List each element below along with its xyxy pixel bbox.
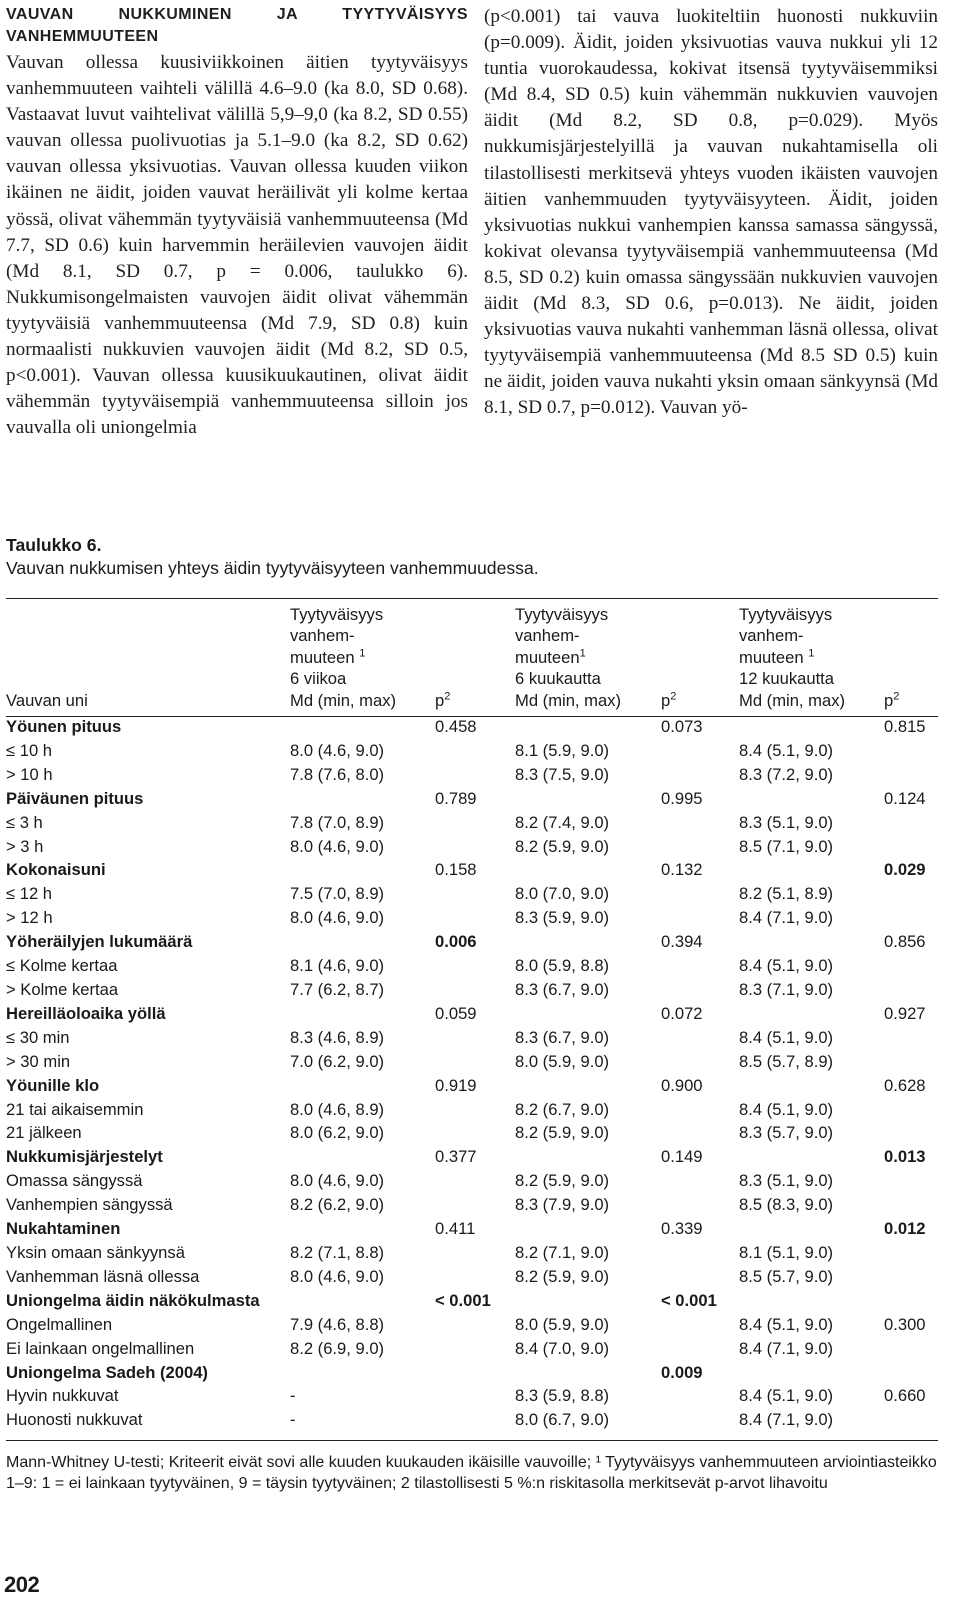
- header-p-6-months-label: p: [661, 690, 671, 710]
- p-6-weeks-cell: [435, 954, 515, 978]
- median-6-weeks-cell: [290, 715, 435, 739]
- median-6-weeks-cell: 7.5 (7.0, 8.9): [290, 884, 385, 904]
- header-p-12-months-sup: 2: [893, 690, 900, 703]
- p-6-months-cell: [661, 882, 739, 906]
- p-12-months-cell: [884, 978, 938, 1002]
- median-6-months-cell: 8.2 (5.9, 9.0): [515, 1171, 610, 1191]
- p-12-months-cell: 0.815: [884, 717, 926, 737]
- table-category-row: [6, 1145, 938, 1169]
- median-6-months-cell: 8.0 (6.7, 9.0): [515, 1410, 610, 1430]
- header-6-months-line4: 6 kuukautta: [515, 669, 601, 689]
- p-12-months-cell: [884, 811, 938, 835]
- median-6-months-cell: [515, 1074, 661, 1098]
- p-12-months-cell: [884, 835, 938, 859]
- p-6-weeks-cell: [435, 1313, 515, 1337]
- row-label-cell: Vanhempien sängyssä: [6, 1195, 173, 1215]
- p-12-months-cell: [884, 882, 938, 906]
- median-6-weeks-cell: 8.3 (4.6, 8.9): [290, 1027, 385, 1047]
- table-row: [6, 1121, 938, 1145]
- table-category-row: [6, 715, 938, 739]
- row-label-cell: Huonosti nukkuvat: [6, 1410, 143, 1430]
- row-label-cell: ≤ 10 h: [6, 740, 53, 760]
- median-12-months-cell: [739, 1217, 884, 1241]
- table-row: [6, 1098, 938, 1122]
- median-6-weeks-cell: [290, 1145, 435, 1169]
- p-12-months-cell: 0.660: [884, 1386, 926, 1406]
- header-12-months-sup: 1: [808, 647, 815, 660]
- median-6-weeks-cell: 7.0 (6.2, 9.0): [290, 1051, 385, 1071]
- median-6-months-cell: 8.2 (6.7, 9.0): [515, 1099, 610, 1119]
- table-row: [6, 1265, 938, 1289]
- median-6-months-cell: [515, 787, 661, 811]
- median-6-months-cell: 8.0 (7.0, 9.0): [515, 884, 610, 904]
- header-12-months: [739, 604, 884, 715]
- table-caption-label: Taulukko 6.: [6, 535, 102, 555]
- p-6-weeks-cell: [435, 763, 515, 787]
- median-6-weeks-cell: 8.2 (6.2, 9.0): [290, 1195, 385, 1215]
- p-6-weeks-cell: [435, 906, 515, 930]
- p-6-weeks-cell: 0.158: [435, 860, 477, 880]
- table-category-row: [6, 1361, 938, 1385]
- table-header-rule: [6, 716, 938, 717]
- page-number: 202: [4, 1572, 40, 1597]
- median-6-months-cell: 8.4 (7.0, 9.0): [515, 1338, 610, 1358]
- p-12-months-cell: [884, 1337, 938, 1361]
- p-12-months-cell: [884, 1169, 938, 1193]
- table-row: [6, 1313, 938, 1337]
- median-6-months-cell: [515, 1002, 661, 1026]
- p-12-months-cell: [884, 1408, 938, 1432]
- table-bottom-rule: [6, 1440, 938, 1441]
- header-6-weeks-line5: Md (min, max): [290, 690, 397, 710]
- header-12-months-line5: Md (min, max): [739, 690, 846, 710]
- p-6-months-cell: [661, 954, 739, 978]
- p-12-months-cell: [884, 1121, 938, 1145]
- row-label-cell: > Kolme kertaa: [6, 980, 119, 999]
- row-label-cell: Nukahtaminen: [6, 1219, 121, 1239]
- median-12-months-cell: [739, 1074, 884, 1098]
- table-category-row: [6, 930, 938, 954]
- row-label-cell: Yöunen pituus: [6, 717, 122, 737]
- header-12-months-line3-text: muuteen: [739, 647, 804, 667]
- median-6-months-cell: [515, 930, 661, 954]
- header-6-weeks-line4: 6 viikoa: [290, 669, 347, 689]
- median-6-months-cell: 8.0 (5.9, 8.8): [515, 956, 610, 976]
- p-6-months-cell: 0.339: [661, 1219, 703, 1239]
- table-row: [6, 739, 938, 763]
- p-6-weeks-cell: [435, 1193, 515, 1217]
- table-row: [6, 811, 938, 835]
- median-6-weeks-cell: -: [290, 1386, 296, 1406]
- median-12-months-cell: [739, 858, 884, 882]
- p-6-weeks-cell: 0.377: [435, 1147, 477, 1167]
- median-6-weeks-cell: 7.8 (7.6, 8.0): [290, 764, 385, 784]
- median-6-weeks-cell: 8.2 (7.1, 8.8): [290, 1242, 385, 1262]
- p-12-months-cell: 0.300: [884, 1314, 926, 1334]
- median-12-months-cell: 8.4 (7.1, 9.0): [739, 908, 834, 928]
- median-12-months-cell: [739, 1289, 884, 1313]
- p-6-weeks-cell: [435, 1408, 515, 1432]
- median-6-months-cell: [515, 858, 661, 882]
- row-label-cell: > 10 h: [6, 764, 53, 784]
- table-row: [6, 978, 938, 1002]
- median-6-weeks-cell: 8.0 (4.6, 9.0): [290, 908, 385, 928]
- p-6-months-cell: [661, 978, 739, 1002]
- header-6-months-line1: Tyytyväisyys: [515, 605, 609, 624]
- header-6-weeks-line2: vanhem-: [290, 626, 355, 646]
- table-top-rule: [6, 598, 938, 599]
- median-6-weeks-cell: 8.2 (6.9, 9.0): [290, 1338, 385, 1358]
- p-6-months-cell: [661, 1337, 739, 1361]
- table-row: [6, 1026, 938, 1050]
- header-p-6-weeks-sup: 2: [444, 690, 451, 703]
- header-6-months-line5: Md (min, max): [515, 690, 622, 710]
- p-12-months-cell: [884, 954, 938, 978]
- p-6-weeks-cell: [435, 1337, 515, 1361]
- median-6-weeks-cell: 8.1 (4.6, 9.0): [290, 956, 385, 976]
- p-6-months-cell: 0.900: [661, 1075, 703, 1095]
- p-12-months-cell: [884, 739, 938, 763]
- p-6-weeks-cell: [435, 1098, 515, 1122]
- table-category-row: [6, 1217, 938, 1241]
- p-6-months-cell: [661, 1241, 739, 1265]
- p-6-months-cell: [661, 835, 739, 859]
- median-6-weeks-cell: 8.0 (4.6, 9.0): [290, 740, 385, 760]
- median-12-months-cell: [739, 1002, 884, 1026]
- table-row: [6, 835, 938, 859]
- row-label-cell: Kokonaisuni: [6, 860, 106, 880]
- p-6-weeks-cell: 0.919: [435, 1075, 477, 1095]
- p-6-months-cell: [661, 1408, 739, 1432]
- median-12-months-cell: 8.4 (5.1, 9.0): [739, 956, 834, 976]
- table-category-row: [6, 1002, 938, 1026]
- median-12-months-cell: 8.4 (5.1, 9.0): [739, 1027, 834, 1047]
- p-6-months-cell: 0.009: [661, 1362, 703, 1382]
- p-6-weeks-cell: [435, 1384, 515, 1408]
- table-row: [6, 763, 938, 787]
- header-p-12-months-label: p: [884, 690, 894, 710]
- p-6-weeks-cell: 0.789: [435, 788, 477, 808]
- median-12-months-cell: 8.1 (5.1, 9.0): [739, 1242, 834, 1262]
- row-label-cell: Ei lainkaan ongelmallinen: [6, 1338, 195, 1358]
- header-6-months-sup: 1: [579, 647, 586, 660]
- row-label-cell: Omassa sängyssä: [6, 1171, 143, 1191]
- p-6-months-cell: [661, 763, 739, 787]
- median-6-months-cell: [515, 1217, 661, 1241]
- median-6-weeks-cell: [290, 1002, 435, 1026]
- table-row: [6, 882, 938, 906]
- results-table: [6, 604, 938, 1432]
- median-6-weeks-cell: 7.7 (6.2, 8.7): [290, 980, 385, 999]
- header-6-weeks-line3: [290, 647, 435, 668]
- median-6-weeks-cell: [290, 1289, 435, 1313]
- row-label-cell: Uniongelma Sadeh (2004): [6, 1362, 208, 1382]
- median-6-months-cell: [515, 1145, 661, 1169]
- section-heading: VAUVAN NUKKUMINEN JA TYYTYVÄISYYS VANHEMMUUTEEN: [6, 6, 468, 45]
- p-6-months-cell: 0.394: [661, 932, 703, 952]
- header-12-months-line3: [739, 647, 884, 668]
- table-row: [6, 906, 938, 930]
- table-header-row: [6, 604, 938, 715]
- p-12-months-cell: 0.856: [884, 932, 926, 952]
- median-12-months-cell: 8.3 (5.1, 9.0): [739, 812, 834, 832]
- p-6-weeks-cell: [435, 978, 515, 1002]
- left-column-paragraph: Vauvan ollessa kuusiviikkoinen äitien tyytyväisyys vanhemmuuteen vaihteli välillä 4.6–9.0 (ka 8.0, SD 0.68). Vastaavat luvut vaihtelivat välillä 5,9–9,0 (ka 8.2, SD 0.55) vauvan ollessa puolivuotias ja 5.1–9.0 (ka 8.2, SD 0.62) vauvan ollessa yksivuotias. Vauvan ollessa kuuden viikon ikäinen ne äidit, joiden vauvat heräilivät yli kolme kertaa yössä, olivat vähemmän tyytyväisiä vanhemmuuteensa (Md 7.7, SD 0.6) kuin harvemmin heräilevien vauvojen äidit (Md 8.1, SD 0.7, p = 0.006, taulukko 6). Nukkumisongelmaisten vauvojen äidit olivat vähemmän tyytyväisiä vanhemmuuteensa (Md 7.9, SD 0.8) kuin normaalisti nukkuvien vauvojen äidit (Md 8.2, SD 0.5, p<0.001). Vauvan ollessa kuusikuukautinen, olivat äidit vähemmän tyytyväisempiä vanhemmuuteensa silloin jos vauvalla oli uniongelmia: [6, 52, 468, 439]
- p-6-months-cell: [661, 811, 739, 835]
- p-12-months-cell: 0.124: [884, 788, 926, 808]
- median-6-weeks-cell: [290, 930, 435, 954]
- header-6-months-line3-text: muuteen: [515, 647, 580, 667]
- p-12-months-cell: 0.628: [884, 1075, 926, 1095]
- table-category-row: [6, 787, 938, 811]
- p-6-weeks-cell: [435, 1026, 515, 1050]
- median-6-weeks-cell: 7.8 (7.0, 8.9): [290, 812, 385, 832]
- p-6-months-cell: 0.072: [661, 1003, 703, 1023]
- header-12-months-line2: vanhem-: [739, 626, 804, 646]
- median-12-months-cell: 8.3 (5.7, 9.0): [739, 1123, 834, 1143]
- header-6-weeks-sup: 1: [359, 647, 366, 660]
- median-12-months-cell: 8.2 (5.1, 8.9): [739, 884, 834, 904]
- row-label-cell: Nukkumisjärjestelyt: [6, 1147, 163, 1167]
- row-label-cell: ≤ Kolme kertaa: [6, 956, 118, 976]
- table-caption: [6, 534, 936, 580]
- row-label-cell: Yöheräilyjen lukumäärä: [6, 932, 193, 952]
- median-12-months-cell: 8.5 (5.7, 9.0): [739, 1266, 834, 1286]
- median-12-months-cell: 8.3 (7.1, 9.0): [739, 980, 834, 999]
- median-12-months-cell: [739, 787, 884, 811]
- table-category-row: [6, 1289, 938, 1313]
- p-6-months-cell: [661, 1050, 739, 1074]
- median-12-months-cell: 8.4 (7.1, 9.0): [739, 1410, 834, 1430]
- row-label-cell: ≤ 3 h: [6, 812, 43, 832]
- median-6-weeks-cell: 8.0 (4.6, 9.0): [290, 1171, 385, 1191]
- row-label-cell: Vanhemman läsnä ollessa: [6, 1266, 200, 1286]
- median-6-weeks-cell: [290, 1217, 435, 1241]
- row-label-cell: > 12 h: [6, 908, 53, 928]
- median-6-months-cell: 8.3 (7.5, 9.0): [515, 764, 610, 784]
- median-6-months-cell: 8.2 (7.1, 9.0): [515, 1242, 610, 1262]
- p-6-months-cell: 0.995: [661, 788, 703, 808]
- p-6-months-cell: [661, 739, 739, 763]
- p-6-weeks-cell: [435, 1169, 515, 1193]
- median-6-months-cell: 8.3 (5.9, 9.0): [515, 908, 610, 928]
- median-6-months-cell: 8.1 (5.9, 9.0): [515, 740, 610, 760]
- table-footnote: Mann-Whitney U-testi; Kriteerit eivät sovi alle kuuden kuukauden ikäisille vauvoille; ¹ Tyytyväisyys vanhemmuuteen arviointiasteikko 1–9: 1 = ei lainkaan tyytyväinen, 9 = täysin tyytyväinen; 2 tilastollisesti 5 %:n riskitasolla merkitsevät p-arvot lihavoitu: [6, 1454, 937, 1492]
- p-6-weeks-cell: [435, 1265, 515, 1289]
- p-12-months-cell: [884, 763, 938, 787]
- p-12-months-cell: [884, 1050, 938, 1074]
- median-6-weeks-cell: 8.0 (6.2, 9.0): [290, 1123, 385, 1143]
- p-6-weeks-cell: [435, 1241, 515, 1265]
- p-6-months-cell: 0.132: [661, 860, 703, 880]
- header-p-6-months-sup: 2: [670, 690, 677, 703]
- median-12-months-cell: 8.4 (7.1, 9.0): [739, 1338, 834, 1358]
- median-6-months-cell: 8.3 (6.7, 9.0): [515, 1027, 610, 1047]
- table-body: [6, 715, 938, 1432]
- median-12-months-cell: [739, 1361, 884, 1385]
- median-6-months-cell: 8.3 (5.9, 8.8): [515, 1386, 610, 1406]
- p-6-weeks-cell: 0.006: [435, 932, 477, 952]
- row-label-cell: > 3 h: [6, 836, 44, 856]
- row-label-cell: ≤ 12 h: [6, 884, 53, 904]
- table-row: [6, 1408, 938, 1432]
- median-6-months-cell: 8.2 (5.9, 9.0): [515, 836, 610, 856]
- p-12-months-cell: 0.013: [884, 1147, 926, 1167]
- table-row: [6, 954, 938, 978]
- row-label-cell: 21 tai aikaisemmin: [6, 1099, 144, 1119]
- header-row-label: Vauvan uni: [6, 690, 88, 710]
- p-6-weeks-cell: < 0.001: [435, 1290, 491, 1310]
- row-label-cell: Yksin omaan sänkyynsä: [6, 1242, 185, 1262]
- p-6-weeks-cell: 0.458: [435, 717, 477, 737]
- row-label-cell: Hereilläoloaika yöllä: [6, 1003, 166, 1023]
- p-6-months-cell: [661, 1169, 739, 1193]
- p-12-months-cell: [884, 1026, 938, 1050]
- p-6-months-cell: 0.149: [661, 1147, 703, 1167]
- p-12-months-cell: [884, 1289, 938, 1313]
- median-12-months-cell: 8.3 (7.2, 9.0): [739, 764, 834, 784]
- header-6-months: [515, 604, 661, 715]
- p-12-months-cell: 0.012: [884, 1219, 926, 1239]
- median-6-months-cell: 8.2 (5.9, 9.0): [515, 1123, 610, 1143]
- row-label-cell: Hyvin nukkuvat: [6, 1386, 119, 1406]
- median-12-months-cell: 8.3 (5.1, 9.0): [739, 1171, 834, 1191]
- p-6-weeks-cell: [435, 739, 515, 763]
- header-p-12-months: [884, 604, 938, 715]
- right-text-column: [484, 4, 938, 422]
- header-p-6-weeks: [435, 604, 515, 715]
- p-6-months-cell: [661, 1098, 739, 1122]
- table-row: [6, 1241, 938, 1265]
- median-6-months-cell: [515, 1361, 661, 1385]
- p-6-weeks-cell: [435, 882, 515, 906]
- right-column-paragraph: (p<0.001) tai vauva luokiteltiin huonosti nukkuviin (p=0.009). Äidit, joiden yksivuotias vauva nukkui yli 12 tuntia vuorokaudessa, kokivat itsensä tyytyväisemmiksi (Md 8.4, SD 0.5) kuin vähemmän nukkuvien vauvojen äidit (Md 8.2, SD 0.8, p=0.029). Myös nukkumisjärjestelyillä ja vauvan nukahtamisella oli tilastollisesti merkitsevä yhteys vuoden ikäisten vauvojen äitien vanhemmuuden tyytyväisyyteen. Äidit, joiden yksivuotias nukkui vanhempien kanssa samassa sängyssä, kokivat olevansa tyytyväisempiä vanhemmuuteensa (Md 8.5, SD 0.2) kuin omassa sängyssään nukkuvien vauvojen äidit (Md 8.3, SD 0.6, p=0.013). Ne äidit, joiden yksivuotias vauva nukahti vanhemman läsnä ollessa, olivat tyytyväisempiä vanhemmuuteensa (Md 8.5 SD 0.5) kuin ne äidit, joiden vauva nukahti yksin omaan sänkyynsä (Md 8.1, SD 0.7, p=0.012). Vauvan yö-: [484, 6, 938, 419]
- header-12-months-line1: Tyytyväisyys: [739, 605, 833, 624]
- row-label-cell: Uniongelma äidin näkökulmasta: [6, 1290, 260, 1310]
- p-12-months-cell: [884, 1098, 938, 1122]
- header-p-6-months: [661, 604, 739, 715]
- p-6-months-cell: [661, 1265, 739, 1289]
- p-6-months-cell: < 0.001: [661, 1290, 717, 1310]
- p-6-months-cell: [661, 1121, 739, 1145]
- median-6-weeks-cell: 8.0 (4.6, 8.9): [290, 1099, 385, 1119]
- median-6-weeks-cell: [290, 1361, 435, 1385]
- p-6-months-cell: [661, 1026, 739, 1050]
- table-row: [6, 1384, 938, 1408]
- table-row: [6, 1193, 938, 1217]
- row-label-cell: > 30 min: [6, 1051, 71, 1071]
- p-6-weeks-cell: [435, 811, 515, 835]
- median-6-weeks-cell: 8.0 (4.6, 9.0): [290, 836, 385, 856]
- median-6-months-cell: 8.2 (7.4, 9.0): [515, 812, 610, 832]
- table-category-row: [6, 1074, 938, 1098]
- p-6-months-cell: [661, 1193, 739, 1217]
- median-12-months-cell: [739, 715, 884, 739]
- p-6-weeks-cell: 0.059: [435, 1003, 477, 1023]
- p-6-weeks-cell: 0.411: [435, 1219, 476, 1239]
- p-12-months-cell: [884, 1193, 938, 1217]
- p-6-weeks-cell: [435, 1050, 515, 1074]
- median-12-months-cell: 8.5 (8.3, 9.0): [739, 1195, 834, 1215]
- median-6-weeks-cell: -: [290, 1410, 296, 1430]
- table-row: [6, 1050, 938, 1074]
- median-12-months-cell: 8.5 (5.7, 8.9): [739, 1051, 834, 1071]
- left-text-column: [6, 4, 468, 441]
- median-6-months-cell: 8.0 (5.9, 9.0): [515, 1051, 610, 1071]
- header-p-6-weeks-label: p: [435, 690, 445, 710]
- row-label-cell: 21 jälkeen: [6, 1123, 82, 1143]
- median-12-months-cell: [739, 930, 884, 954]
- p-6-weeks-cell: [435, 1361, 515, 1385]
- p-6-months-cell: [661, 1313, 739, 1337]
- median-12-months-cell: 8.4 (5.1, 9.0): [739, 1386, 834, 1406]
- p-12-months-cell: [884, 1265, 938, 1289]
- row-label-cell: Päiväunen pituus: [6, 788, 144, 808]
- median-6-months-cell: [515, 1289, 661, 1313]
- median-12-months-cell: 8.4 (5.1, 9.0): [739, 1314, 834, 1334]
- row-label-cell: Yöunille klo: [6, 1075, 100, 1095]
- p-12-months-cell: [884, 906, 938, 930]
- header-6-weeks-line3-text: muuteen: [290, 647, 355, 667]
- median-6-weeks-cell: [290, 1074, 435, 1098]
- median-6-months-cell: 8.0 (5.9, 9.0): [515, 1314, 610, 1334]
- median-6-months-cell: 8.2 (5.9, 9.0): [515, 1266, 610, 1286]
- header-6-weeks: [290, 604, 435, 715]
- median-6-weeks-cell: 8.0 (4.6, 9.0): [290, 1266, 385, 1286]
- row-label-cell: Ongelmallinen: [6, 1314, 113, 1334]
- header-6-months-line2: vanhem-: [515, 626, 580, 646]
- median-6-weeks-cell: 7.9 (4.6, 8.8): [290, 1314, 385, 1334]
- median-12-months-cell: [739, 1145, 884, 1169]
- row-label-cell: ≤ 30 min: [6, 1027, 70, 1047]
- p-6-months-cell: [661, 906, 739, 930]
- p-6-months-cell: 0.073: [661, 717, 703, 737]
- median-6-months-cell: 8.3 (6.7, 9.0): [515, 980, 610, 999]
- header-6-weeks-line1: Tyytyväisyys: [290, 605, 384, 624]
- median-6-months-cell: 8.3 (7.9, 9.0): [515, 1195, 610, 1215]
- table-row: [6, 1169, 938, 1193]
- median-12-months-cell: 8.4 (5.1, 9.0): [739, 740, 834, 760]
- table-category-row: [6, 858, 938, 882]
- p-12-months-cell: [884, 1361, 938, 1385]
- p-12-months-cell: 0.927: [884, 1003, 926, 1023]
- p-6-months-cell: [661, 1384, 739, 1408]
- p-6-weeks-cell: [435, 835, 515, 859]
- median-6-months-cell: [515, 715, 661, 739]
- header-12-months-line4: 12 kuukautta: [739, 669, 835, 689]
- median-12-months-cell: 8.4 (5.1, 9.0): [739, 1099, 834, 1119]
- median-12-months-cell: 8.5 (7.1, 9.0): [739, 836, 834, 856]
- table-row: [6, 1337, 938, 1361]
- table-caption-text: Vauvan nukkumisen yhteys äidin tyytyväisyyteen vanhemmuudessa.: [6, 558, 539, 578]
- p-12-months-cell: 0.029: [884, 860, 926, 880]
- p-6-weeks-cell: [435, 1121, 515, 1145]
- median-6-weeks-cell: [290, 858, 435, 882]
- p-12-months-cell: [884, 1241, 938, 1265]
- header-6-months-line3: [515, 647, 661, 668]
- median-6-weeks-cell: [290, 787, 435, 811]
